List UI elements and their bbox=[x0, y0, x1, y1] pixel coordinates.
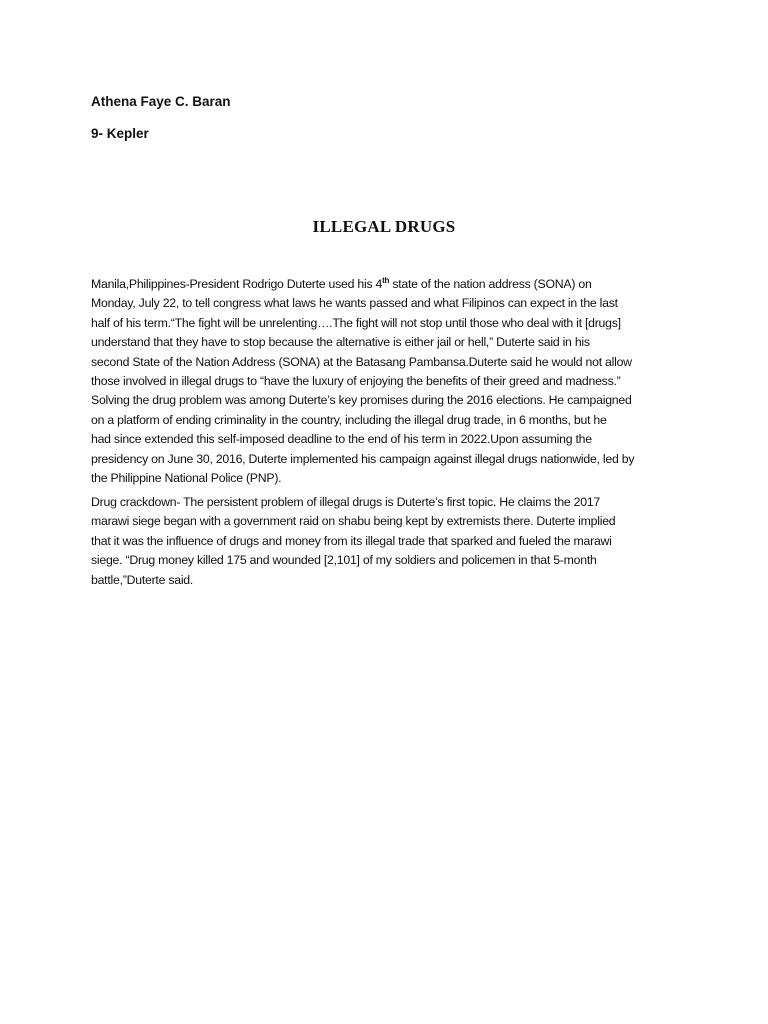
paragraph-2 bbox=[91, 493, 681, 590]
paragraph-line: siege. “Drug money killed 175 and wounded [2,101] of my soldiers and policemen in that 5-month bbox=[91, 553, 597, 568]
paragraph-1 bbox=[91, 275, 681, 488]
paragraph-line: second State of the Nation Address (SONA) at the Batasang Pambansa.Duterte said he would not allow bbox=[91, 354, 632, 369]
ordinal-suffix: th bbox=[382, 275, 390, 285]
paragraph-line: Drug crackdown- The persistent problem of illegal drugs is Duterte’s first topic. He claims the 2017 bbox=[91, 495, 601, 509]
section-label: 9- Kepler bbox=[91, 126, 149, 141]
paragraph-line: those involved in illegal drugs to “have the luxury of enjoying the benefits of their greed and madness.” bbox=[91, 374, 621, 389]
paragraph-line: understand that they have to stop because the alternative is either jail or hell,” Duterte said in his bbox=[91, 335, 590, 350]
paragraph-line: Solving the drug problem was among Duterte’s key promises during the 2016 elections. He campaigned bbox=[91, 393, 632, 408]
paragraph-line: marawi siege began with a government raid on shabu being kept by extremists there. Duterte implied bbox=[91, 514, 616, 529]
paragraph-line: battle,”Duterte said. bbox=[91, 572, 194, 587]
paragraph-line: presidency on June 30, 2016, Duterte implemented his campaign against illegal drugs nationwide, led by bbox=[91, 451, 635, 466]
author-name: Athena Faye C. Baran bbox=[91, 94, 231, 109]
paragraph-line: Monday, July 22, to tell congress what laws he wants passed and what Filipinos can expect in the last bbox=[91, 296, 618, 311]
paragraph-line: had since extended this self-imposed deadline to the end of his term in 2022.Upon assuming the bbox=[91, 432, 592, 447]
text-segment: Manila,Philippines-President Rodrigo Duterte used his 4 bbox=[91, 277, 383, 291]
paragraph-line: the Philippine National Police (PNP). bbox=[91, 471, 282, 486]
text-segment: state of the nation address (SONA) on bbox=[389, 277, 592, 291]
paragraph-line: on a platform of ending criminality in the country, including the illegal drug trade, in 6 months, but he bbox=[91, 412, 607, 427]
document-title: ILLEGAL DRUGS bbox=[312, 217, 456, 236]
paragraph-line bbox=[91, 275, 681, 294]
paragraph-line: that it was the influence of drugs and money from its illegal trade that sparked and fueled the marawi bbox=[91, 533, 612, 548]
paragraph-line: half of his term.“The fight will be unrelenting….The fight will not stop until those who deal with it [drugs] bbox=[91, 315, 621, 330]
